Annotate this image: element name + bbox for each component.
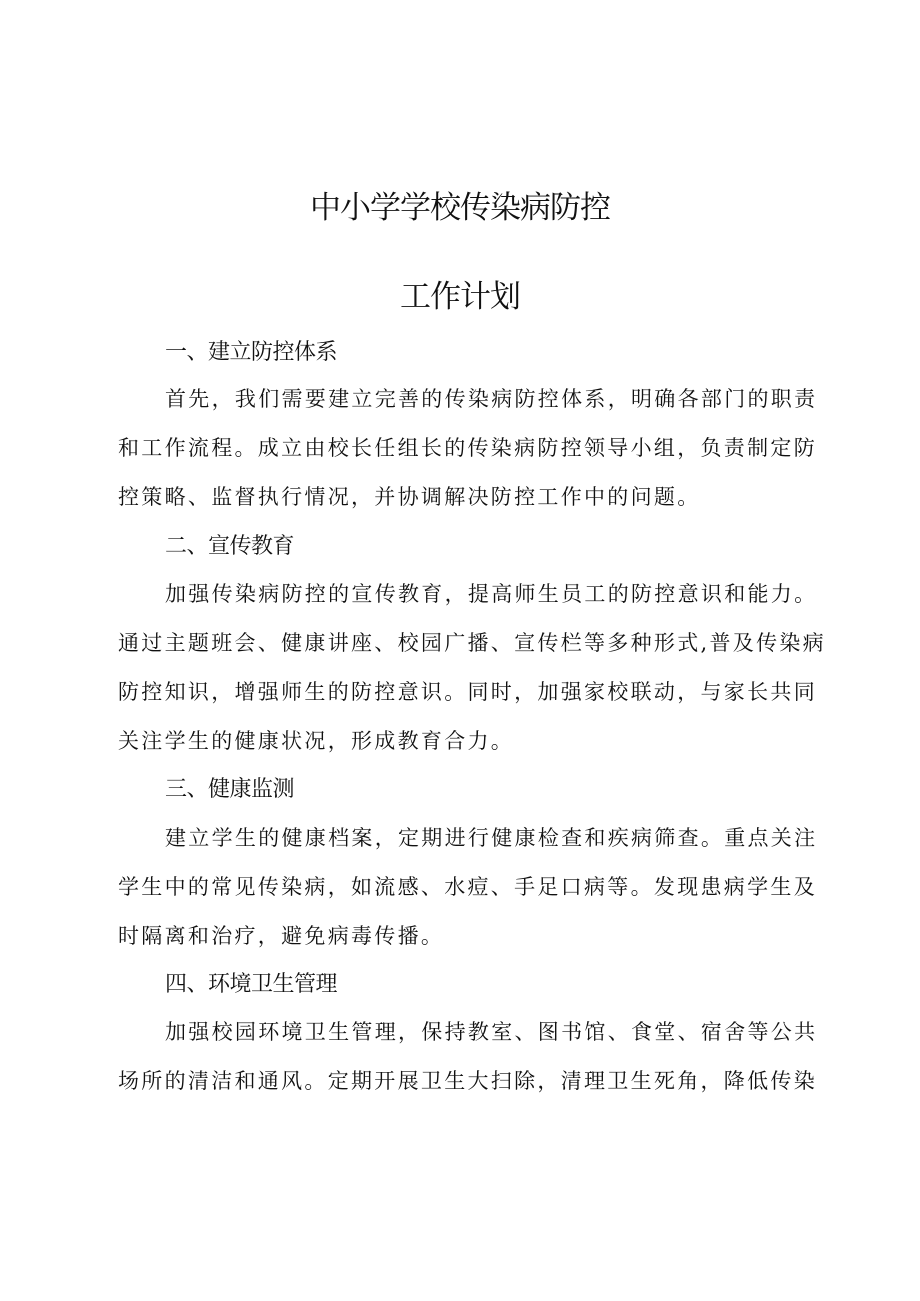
paragraph-line: 通过主题班会、健康讲座、校园广播、宣传栏等多种形式,普及传染病 (118, 631, 826, 655)
section-heading-1: 一、建立防控体系 (165, 340, 338, 365)
section-paragraph-4 (118, 1008, 818, 1106)
section-heading-4: 四、环境卫生管理 (165, 972, 338, 997)
paragraph-line: 防控知识，增强师生的防控意识。同时，加强家校联动，与家长共同 (118, 680, 817, 704)
paragraph-line: 建立学生的健康档案，定期进行健康检查和疾病筛查。重点关注 (165, 826, 818, 850)
paragraph-line: 加强传染病防控的宣传教育，提高师生员工的防控意识和能力。 (165, 582, 818, 606)
paragraph-line: 首先，我们需要建立完善的传染病防控体系，明确各部门的职责 (165, 387, 818, 411)
paragraph-line: 和工作流程。成立由校长任组长的传染病防控领导小组，负责制定防 (118, 436, 817, 460)
section-paragraph-3 (118, 814, 818, 961)
paragraph-line: 关注学生的健康状况，形成教育合力。 (118, 729, 515, 753)
paragraph-line: 控策略、监督执行情况，并协调解决防控工作中的问题。 (118, 485, 701, 509)
document-title-line-1: 中小学学校传染病防控 (310, 190, 610, 226)
section-heading-3: 三、健康监测 (165, 777, 295, 802)
section-heading-2: 二、宣传教育 (165, 534, 295, 559)
section-paragraph-2 (118, 570, 826, 766)
paragraph-line: 场所的清洁和通风。定期开展卫生大扫除，清理卫生死角，降低传染 (118, 1069, 817, 1093)
paragraph-line: 学生中的常见传染病，如流感、水痘、手足口病等。发现患病学生及 (118, 875, 817, 899)
paragraph-line: 加强校园环境卫生管理，保持教室、图书馆、食堂、宿舍等公共 (165, 1020, 818, 1044)
paragraph-line: 时隔离和治疗，避免病毒传播。 (118, 924, 445, 948)
section-paragraph-1 (118, 375, 818, 522)
document-title-line-2: 工作计划 (400, 279, 520, 315)
